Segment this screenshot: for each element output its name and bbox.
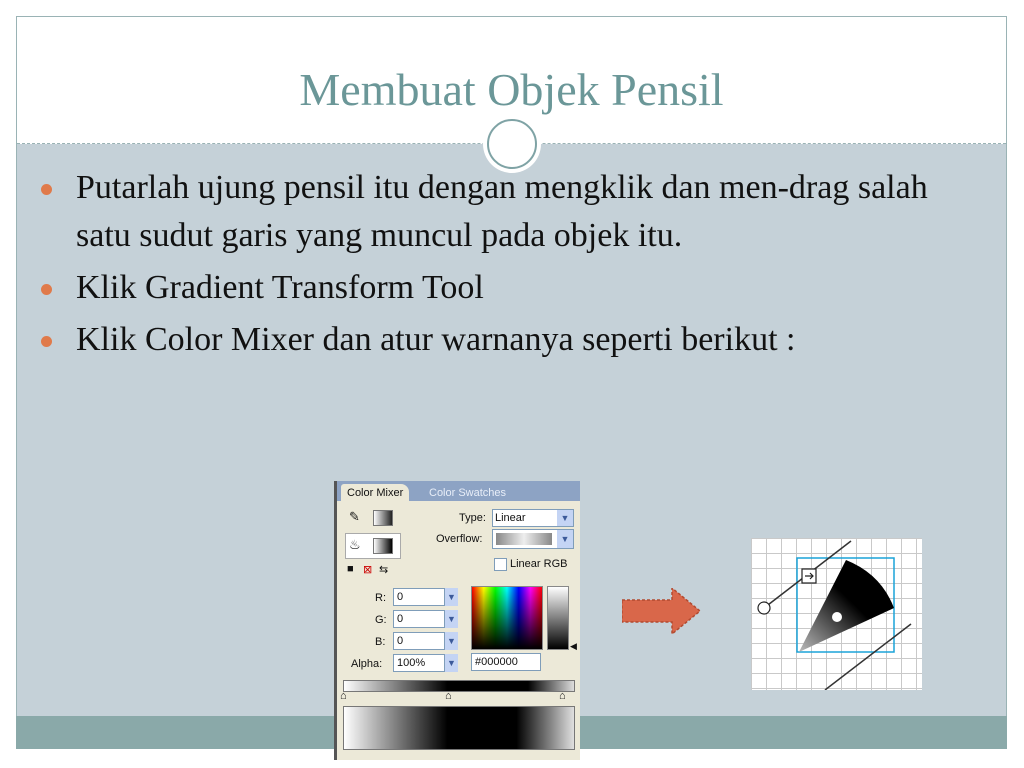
chevron-down-icon[interactable]: ▼ (445, 588, 458, 606)
chevron-down-icon[interactable]: ▼ (445, 654, 458, 672)
type-label: Type: (459, 512, 486, 524)
b-input[interactable]: 0 (393, 632, 445, 650)
alpha-label: Alpha: (351, 658, 383, 670)
overflow-label: Overflow: (436, 533, 483, 545)
bullet-item (56, 264, 976, 312)
stroke-pencil-icon[interactable]: ✎ (349, 509, 360, 524)
r-input[interactable]: 0 (393, 588, 445, 606)
linear-rgb-label: Linear RGB (510, 558, 568, 570)
brightness-pointer-icon[interactable]: ◀ (570, 641, 577, 651)
fill-bucket-icon[interactable]: ♨ (349, 537, 361, 552)
alpha-input[interactable]: 100% (393, 654, 445, 672)
gradient-bar[interactable] (343, 680, 575, 692)
black-white-icon[interactable]: ■ (347, 563, 354, 575)
overflow-select[interactable] (492, 529, 574, 549)
type-select[interactable] (492, 509, 574, 527)
linear-rgb-checkbox[interactable] (494, 558, 507, 571)
bullet-dot-icon (41, 284, 52, 295)
chevron-down-icon[interactable]: ▼ (445, 610, 458, 628)
bullet-dot-icon (41, 184, 52, 195)
color-spectrum[interactable] (471, 586, 543, 650)
bullet-item (56, 164, 976, 260)
panel-tabs (337, 481, 580, 501)
color-mixer-panel (334, 481, 580, 760)
bullet-dot-icon (41, 336, 52, 347)
bullet-text: Klik Gradient Transform Tool (76, 269, 484, 306)
bullet-text: Klik Color Mixer dan atur warnanya seperti berikut : (76, 321, 796, 358)
g-label: G: (375, 614, 387, 626)
gradient-pointer-black-icon[interactable]: ⌂ (445, 690, 452, 702)
slide-title: Membuat Objek Pensil (299, 64, 724, 115)
stroke-color-swatch[interactable] (373, 510, 393, 526)
g-input[interactable]: 0 (393, 610, 445, 628)
gradient-pointer-white-icon[interactable]: ⌂ (340, 690, 347, 702)
chevron-down-icon: ▼ (557, 530, 573, 548)
type-select-value: Linear (495, 512, 526, 524)
r-label: R: (375, 592, 386, 604)
b-label: B: (375, 636, 386, 648)
brightness-slider[interactable] (547, 586, 569, 650)
bullet-text: Putarlah ujung pensil itu dengan mengklik dan men-drag salah satu sudut garis yang muncul pada objek itu. (76, 169, 928, 254)
overflow-preview (496, 533, 552, 545)
divider-circle-icon (487, 119, 537, 169)
gradient-transform-figure (751, 538, 922, 690)
bullet-list (56, 164, 976, 368)
hex-input[interactable]: #000000 (471, 653, 541, 671)
tab-color-mixer[interactable]: Color Mixer (341, 484, 409, 501)
no-color-icon[interactable]: ⊠ (363, 564, 373, 576)
fill-color-swatch[interactable] (373, 538, 393, 554)
bullet-item (56, 316, 976, 364)
chevron-down-icon: ▼ (557, 510, 573, 526)
gradient-pointer-light-icon[interactable]: ⌂ (559, 690, 566, 702)
tab-color-swatches[interactable]: Color Swatches (429, 487, 507, 499)
right-arrow-icon (622, 588, 702, 634)
chevron-down-icon[interactable]: ▼ (445, 632, 458, 650)
gradient-preview (343, 706, 575, 750)
pencil-tip-drawing (751, 538, 922, 690)
swap-colors-icon[interactable]: ⇆ (379, 564, 389, 576)
